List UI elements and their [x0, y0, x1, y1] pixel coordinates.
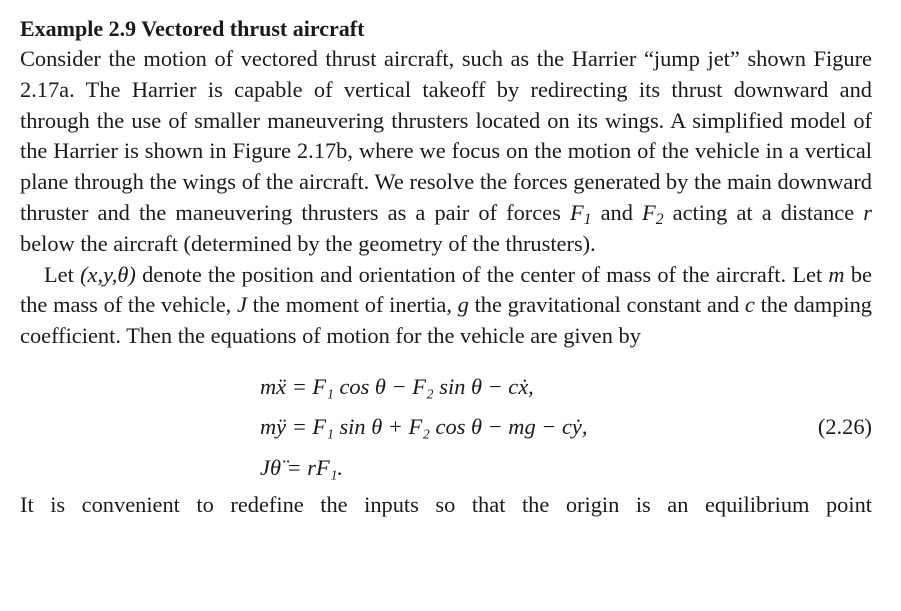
equation-number: (2.26) [817, 413, 872, 439]
symbol-state: (x,y,θ) [80, 261, 136, 287]
paragraph-2 [20, 260, 872, 352]
paragraph-1-text-c: acting at a distance [663, 199, 864, 225]
equation-block [20, 358, 872, 490]
symbol-F1: $F_1$ [569, 199, 592, 228]
paragraph-1-text-d: below the aircraft (determined by the geometry of the thrusters). [20, 230, 596, 256]
symbol-r: r [863, 199, 872, 225]
equation-y: mÿ = F₁ sin θ + F₂ cos θ − mg − cẏ, [260, 413, 588, 439]
document-page [20, 14, 872, 521]
paragraph-2-text-a: Let [44, 261, 81, 287]
symbol-J: J [236, 292, 247, 318]
equation-x: mẍ = F₁ cos θ − F₂ sin θ − cẋ, [260, 373, 534, 399]
equation-theta: Jθ̈ = rF₁. [260, 454, 344, 480]
paragraph-1-text-a: Consider the motion of vectored thrust aircraft, such as the Harrier “jump jet” shown Figure 2.17a. The Harrier is capable of vertical takeoff by redirecting its thrust downward and through the use of smaller maneuvering thrusters located on its wings. A simplified model of the Harrier is shown in Figure 2.17b, where we focus on the motion of the vehicle in a vertical plane through the wings of the aircraft. We resolve the forces generated by the main downward thruster and the maneuvering thrusters as a pair of forces [20, 46, 872, 225]
symbol-m: m [828, 261, 845, 287]
symbol-g: g [457, 292, 469, 318]
paragraph-3: It is convenient to redefine the inputs so that the origin is an equilibrium point [20, 491, 872, 517]
symbol-F2: $F_2$ [642, 199, 664, 228]
paragraph-2-text-d: the moment of inertia, [246, 292, 458, 318]
paragraph-2-text-f: the damping coefficient. Then the equations of motion for the vehicle are given by [20, 292, 872, 349]
paragraph-1 [20, 44, 872, 260]
paragraph-2-text-b: denote the position and orientation of the center of mass of the aircraft. Let [135, 261, 829, 287]
paragraph-1-text-b: and [591, 199, 643, 225]
paragraph-2-text-e: the gravitational constant and [468, 292, 745, 318]
paragraph-2-text-c: be the mass of the vehicle, [20, 261, 872, 318]
symbol-c: c [744, 292, 755, 318]
example-title: Example 2.9 Vectored thrust aircraft [20, 16, 365, 41]
